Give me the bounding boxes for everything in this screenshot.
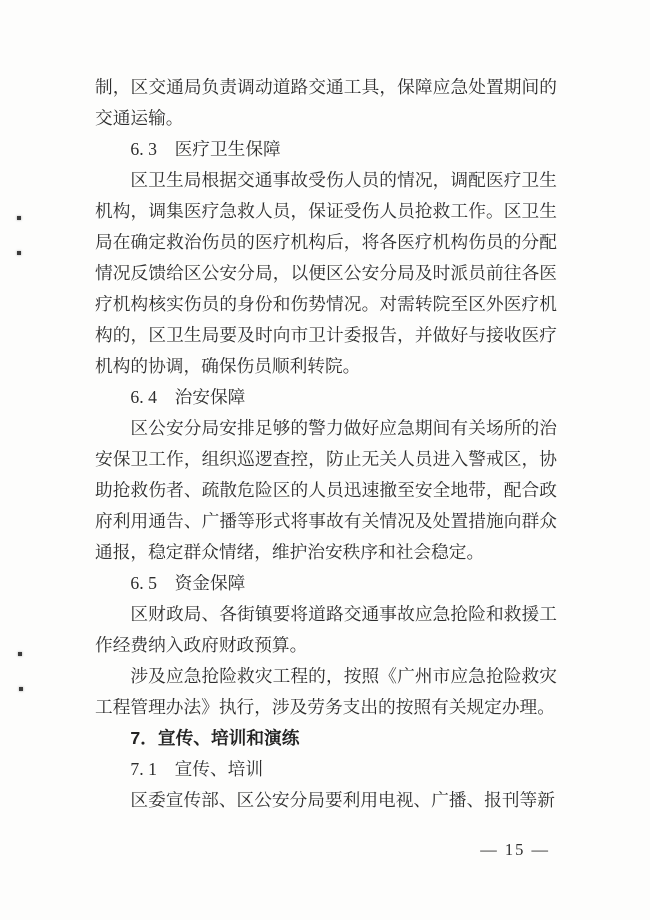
paragraph-security-support: 区公安分局安排足够的警力做好应急期间有关场所的治安保卫工作，组织巡逻查控，防止无关人员进入警戒区，协助抢救伤者、疏散危险区的人员迅速撤至安全地带，配合政府利用通告、广播等形式将事故有关情况及处置措施向群众通报，稳定群众情绪，维护治安秩序和社会稳定。 [95, 418, 557, 562]
section-heading-6-4: 6. 4 治安保障 [130, 387, 246, 407]
paragraph-publicity: 区委宣传部、区公安分局要利用电视、广播、报刊等新 [130, 790, 555, 810]
paragraph-medical-support: 区卫生局根据交通事故受伤人员的情况，调配医疗卫生机构，调集医疗急救人员，保证受伤人员抢救工作。区卫生局在确定救治伤员的医疗机构后，将各医疗机构伤员的分配情况反馈给区公安分局，以便区公安分局及时派员前往各医疗机构核实伤员的身份和伤势情况。对需转院至区外医疗机构的，区卫生局要及时向市卫计委报告，并做好与接收医疗机构的协调，确保伤员顺利转院。 [95, 170, 557, 376]
binding-mark-dot [19, 687, 23, 691]
paragraph-funding-budget: 区财政局、各街镇要将道路交通事故应急抢险和救援工作经费纳入政府财政预算。 [95, 604, 557, 655]
chapter-heading-7: 7．宣传、培训和演练 [130, 728, 300, 748]
document-body [95, 72, 557, 816]
section-heading-6-3: 6. 3 医疗卫生保障 [130, 139, 281, 159]
page-number: — 15 — [480, 840, 550, 859]
section-heading-7-1: 7. 1 宣传、培训 [130, 759, 264, 779]
binding-mark-dot [18, 652, 22, 656]
paragraph-funding-rules: 涉及应急抢险救灾工程的，按照《广州市应急抢险救灾工程管理办法》执行，涉及劳务支出的按照有关规定办理。 [95, 666, 557, 717]
binding-mark-dot [17, 216, 21, 220]
binding-mark-dot [17, 251, 21, 255]
section-heading-6-5: 6. 5 资金保障 [130, 573, 246, 593]
paragraph-continuation: 制，区交通局负责调动道路交通工具，保障应急处置期间的交通运输。 [95, 77, 557, 128]
